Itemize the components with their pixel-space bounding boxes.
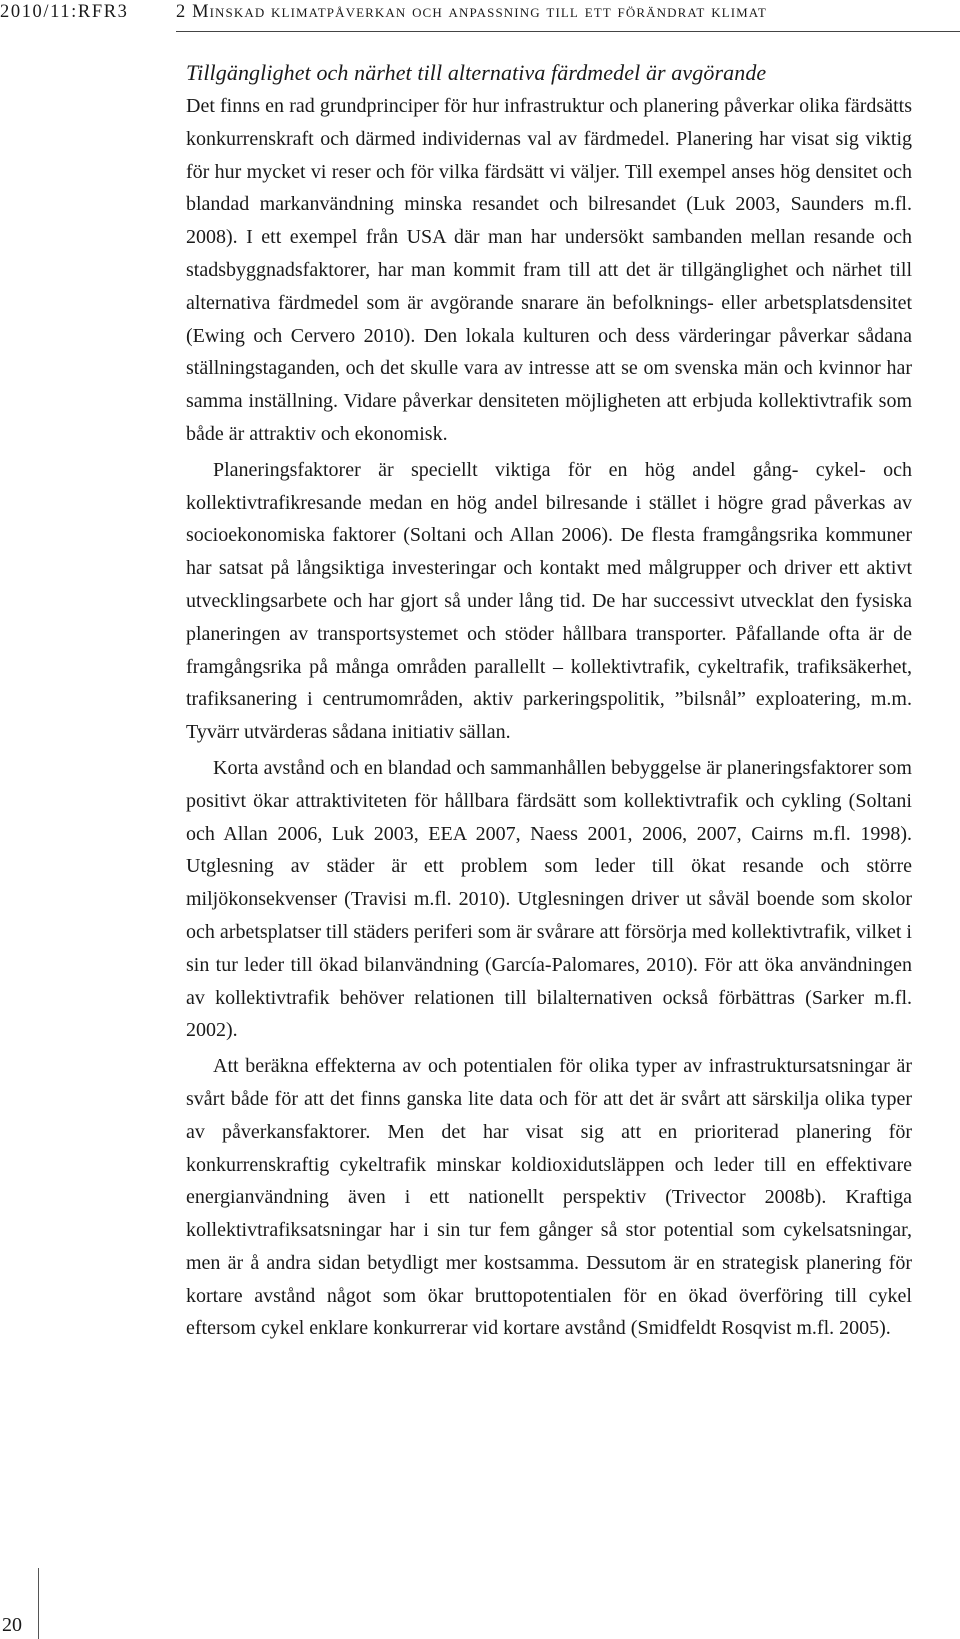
body-paragraph: Korta avstånd och en blandad och sammanhållen bebyggelse är planeringsfaktorer som positivt ökar attraktiviteten för hållbara färdsätt som kollektivtrafik och cykling (Soltani och Allan 2006, Luk 2003, EEA 2007, Naess 2001, 2006, 2007, Cairns m.fl. 1998). Utglesning av städer är ett problem som leder till ökat resande och större miljökonsekvenser (Travisi m.fl. 2010). Utglesningen driver ut såväl boende som skolor och arbetsplatser till städers periferi som är svårare att försörja med kollektivtrafik, vilket i sin tur leder till ökad bilanvändning (García-Palomares, 2010). För att öka användningen av kollektivtrafik behöver relationen till bilalternativen också förbättras (Sarker m.fl. 2002). — [186, 756, 912, 1042]
main-content — [186, 58, 912, 1348]
page-number-divider — [38, 1568, 39, 1639]
page-number: 20 — [2, 1614, 22, 1636]
document-id: 2010/11:RFR3 — [0, 2, 129, 22]
body-paragraph: Det finns en rad grundprinciper för hur infrastruktur och planering påverkar olika färdsätts konkurrenskraft och därmed individernas val av färdmedel. Planering har visat sig viktig för hur mycket vi reser och för vilka färdsätt vi väljer. Till exempel anses hög densitet och blandad markanvändning minska resandet och bilresandet (Luk 2003, Saunders m.fl. 2008). I ett exempel från USA där man har undersökt sambanden mellan resande och stadsbyggnadsfaktorer, har man kommit fram till att det är tillgänglighet och närhet till alternativa färdmedel som är avgörande snarare än befolknings- eller arbetsplatsdensitet (Ewing och Cervero 2010). Den lokala kulturen och dess värderingar påverkar sådana ställningstaganden, och det skulle vara av intresse att se om svenska män och kvinnor har samma inställning. Vidare påverkar densiteten möjligheten att erbjuda kollektivtrafik som både är attraktiv och ekonomisk. — [186, 95, 912, 445]
body-paragraph: Planeringsfaktorer är speciellt viktiga för en hög andel gång- cykel- och kollektivtrafikresande medan en hög andel bilresande i stället i högre grad påverkas av socioekonomiska faktorer (Soltani och Allan 2006). De flesta framgångsrika kommuner har satsat på långsiktiga investeringar och kontakt med målgrupper och driver ett aktivt utvecklingsarbete och har gjort så under lång tid. De har successivt utvecklat den fysiska planeringen av transportsystemet och stöder hållbara transporter. Påfallande ofta är de framgångsrika på många områden parallellt – kollektivtrafik, cykeltrafik, trafiksäkerhet, trafiksanering i centrumområden, aktiv parkeringspolitik, ”bilsnål” exploatering, m.m. Tyvärr utvärderas sådana initiativ sällan. — [186, 458, 912, 744]
page-footer — [0, 1568, 52, 1639]
header-divider — [176, 31, 960, 32]
page-header — [0, 0, 960, 36]
body-paragraph: Att beräkna effekterna av och potentialen för olika typer av infrastruktursatsningar är svårt både för att det finns ganska lite data och för att det är svårt att särskilja olika typer av påverkansfaktorer. Men det har visat sig att en prioriterad planering för konkurrenskraftig cykeltrafik minskar koldioxidutsläppen och leder till en effektivare energianvändning även i ett nationellt perspektiv (Trivector 2008b). Kraftiga kollektivtrafiksatsningar har i sin tur fem gånger så stor potential som cykelsatsningar, men är å andra sidan betydligt mer kostsamma. Dessutom är en strategisk planering för kortare avstånd något som ökar bruttopotentialen för en ökad överföring till cykel eftersom cykel enklare konkurrerar vid kortare avstånd (Smidfeldt Rosqvist m.fl. 2005). — [186, 1055, 912, 1340]
chapter-title: 2 Minskad klimatpåverkan och anpassning till ett förändrat klimat — [176, 2, 767, 22]
section-heading: Tillgänglighet och närhet till alternativa färdmedel är avgörande — [186, 60, 767, 85]
